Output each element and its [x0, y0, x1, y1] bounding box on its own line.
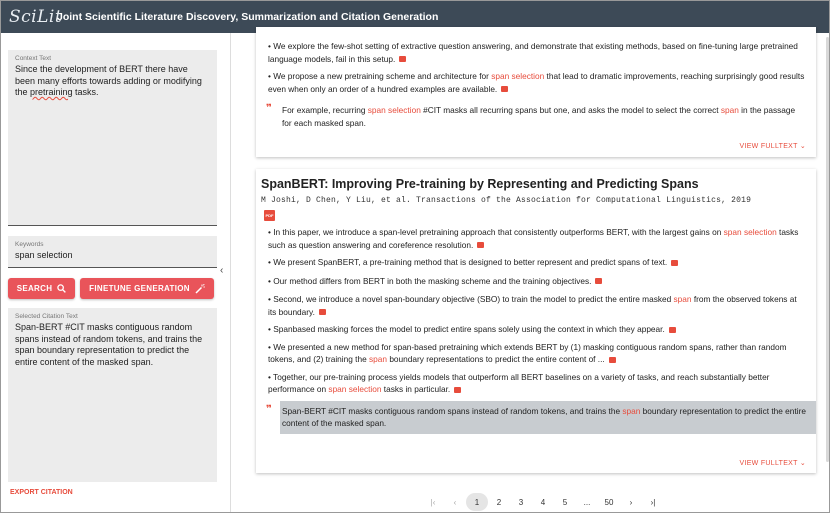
left-panel [1, 33, 231, 513]
keywords-label: Keywords [15, 241, 44, 248]
summary-bullet[interactable]: • Spanbased masking forces the model to predict entire spans solely using the context in which they appear. [256, 323, 816, 336]
wand-icon [195, 284, 205, 294]
pdf-link-icon[interactable] [477, 242, 484, 248]
page-ellipsis: ... [583, 497, 591, 507]
page-button[interactable]: 50 [604, 497, 614, 507]
context-text-value[interactable]: Since the development of BERT there have been many efforts towards adding or modifying the pretraining tasks. [15, 64, 202, 98]
app-title: Joint Scientific Literature Discovery, Summarization and Citation Generation [57, 11, 439, 23]
page-button[interactable]: 5 [562, 497, 568, 507]
summary-bullet[interactable]: • We explore the few-shot setting of extractive question answering, and demonstrate that existing methods, based on fine-tuning large pretrained language models, fail in this setup. [268, 41, 798, 64]
view-fulltext-button[interactable]: VIEW FULLTEXT ⌄ [739, 460, 806, 467]
pdf-link-icon[interactable] [669, 327, 676, 333]
result-card [256, 169, 816, 473]
misspelled-word: pretraining [30, 87, 73, 98]
search-button[interactable] [8, 278, 75, 299]
page-button[interactable]: 1 [466, 493, 488, 511]
citation-quote-selected[interactable]: ❞ Span-BERT #CIT masks contiguous random spans instead of random tokens, and trains the span boundary representation to predict the entire content of the masked span. [280, 401, 816, 434]
page-button[interactable]: 4 [540, 497, 546, 507]
summary-bullet[interactable]: • We propose a new pretraining scheme and architecture for span selection that lead to dramatic improvements, reaching surprisingly good results even when only an order of a hundred examples are available. [268, 71, 805, 94]
summary-bullet[interactable]: • Second, we introduce a novel span-boundary objective (SBO) to train the model to predict the entire masked span from the observed tokens at its boundary. [268, 294, 797, 317]
citation-text[interactable]: Span-BERT #CIT masks contiguous random spans instead of random tokens, and trains the span boundary representation to predict the entire content of the masked span. [15, 322, 203, 367]
pdf-link-icon[interactable] [595, 278, 602, 284]
pagination [422, 493, 664, 511]
finetune-generation-button[interactable] [80, 278, 214, 299]
results-panel [232, 33, 830, 513]
first-page-button[interactable]: |‹ [430, 497, 436, 507]
context-text-label: Context Text [15, 55, 52, 62]
context-text-field[interactable] [8, 50, 217, 226]
pdf-icon[interactable]: PDF [264, 210, 275, 221]
page-button[interactable]: 3 [518, 497, 524, 507]
summary-bullet[interactable]: • Our method differs from BERT in both the masking scheme and the training objectives. [256, 275, 816, 288]
paper-meta: M Joshi, D Chen, Y Liu, et al. Transactions of the Association for Computational Linguistics, 2019 [261, 196, 752, 205]
export-citation-button[interactable]: EXPORT CITATION [10, 489, 73, 496]
prev-page-button[interactable]: ‹ [453, 497, 457, 507]
citation-quote[interactable]: ❞ For example, recurring span selection #CIT masks all recurring spans but one, and asks the model to select the correct span in the passage for each masked span. [266, 103, 796, 128]
paper-title[interactable]: SpanBERT: Improving Pre-training by Representing and Predicting Spans [261, 177, 699, 191]
logo: SciLit [9, 7, 63, 27]
summary-bullet[interactable]: • We presented a new method for span-based pretraining which extends BERT by (1) masking contiguous random spans, rather than random tokens, and (2) training the span boundary representations to predict the entire content of ... [268, 341, 787, 364]
summary-bullet[interactable]: • Together, our pre-training process yields models that outperform all BERT baselines on a variety of tasks, and reach substantially better performance on span selection tasks in particular. [268, 371, 770, 394]
next-page-button[interactable]: › [629, 497, 633, 507]
result-card [256, 27, 816, 157]
pdf-link-icon[interactable] [454, 387, 461, 393]
pdf-link-icon[interactable] [501, 86, 508, 92]
search-icon [57, 284, 66, 293]
selected-citation-field[interactable] [8, 308, 217, 482]
finetune-button-label: FINETUNE GENERATION [89, 284, 190, 293]
keywords-field[interactable] [8, 236, 217, 268]
citation-label: Selected Citation Text [15, 313, 78, 320]
pdf-link-icon[interactable] [671, 260, 678, 266]
keywords-input[interactable]: span selection [15, 250, 73, 260]
pdf-link-icon[interactable] [399, 56, 406, 62]
summary-bullet[interactable]: • In this paper, we introduce a span-level pretraining approach that consistently outperforms BERT, with the largest gains on span selection tasks such as question answering and coreference resolution. [268, 227, 799, 250]
scrollbar[interactable] [826, 37, 829, 462]
quote-icon: ❞ [266, 103, 272, 114]
collapse-panel-icon[interactable]: ‹ [220, 265, 224, 276]
quote-icon: ❞ [266, 403, 272, 415]
summary-bullet[interactable]: • We present SpanBERT, a pre-training method that is designed to better represent and predict spans of text. [256, 256, 816, 269]
pdf-link-icon[interactable] [609, 357, 616, 363]
page-button[interactable]: 2 [496, 497, 502, 507]
view-fulltext-button[interactable]: VIEW FULLTEXT ⌄ [739, 143, 806, 150]
pdf-link-icon[interactable] [319, 309, 326, 315]
last-page-button[interactable]: ›| [650, 497, 656, 507]
search-button-label: SEARCH [16, 284, 53, 293]
